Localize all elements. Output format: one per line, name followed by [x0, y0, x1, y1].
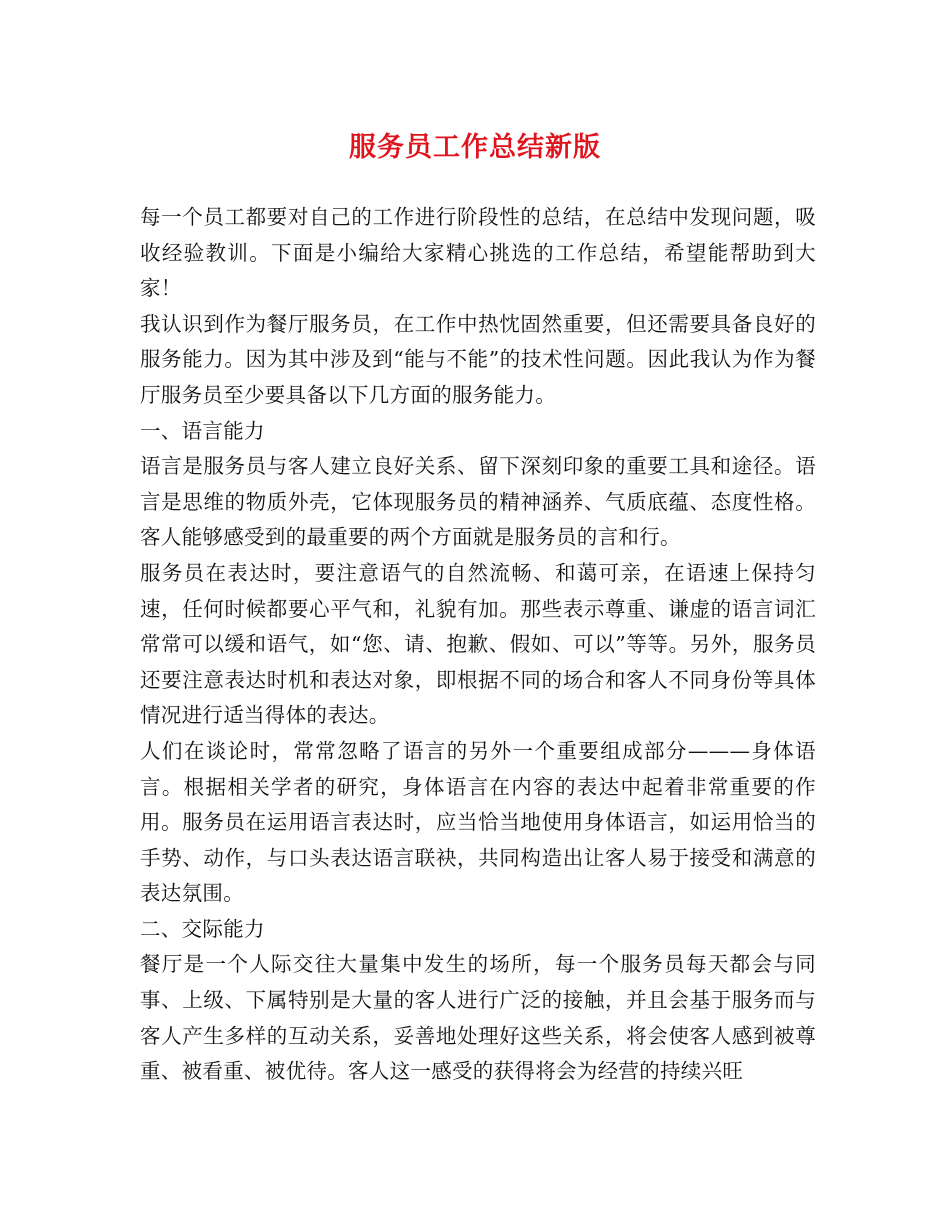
- section-heading-language: 一、语言能力: [140, 418, 265, 443]
- paragraph-language-tone: 服务员在表达时，要注意语气的自然流畅、和蔼可亲，在语速上保持匀速，任何时候都要心平气和，礼貌有加。那些表示尊重、谦虚的语言词汇常常可以缓和语气，如“您、请、抱歉、假如、可以”等等。另外，服务员还要注意表达时机和表达对象，即根据不同的场合和客人不同身份等具体情况进行适当得体的表达。: [140, 560, 816, 728]
- section-heading-communication: 二、交际能力: [140, 916, 265, 941]
- document-title: 服务员工作总结新版: [349, 132, 601, 163]
- paragraph-language-importance: 语言是服务员与客人建立良好关系、留下深刻印象的重要工具和途径。语言是思维的物质外壳，它体现服务员的精神涵养、气质底蕴、态度性格。客人能够感受到的最重要的两个方面就是服务员的言和行。: [140, 454, 816, 550]
- document-body: [140, 200, 816, 1090]
- paragraph-communication: 餐厅是一个人际交往大量集中发生的场所，每一个服务员每天都会与同事、上级、下属特别是大量的客人进行广泛的接触，并且会基于服务而与客人产生多样的互动关系，妥善地处理好这些关系，将会使客人感到被尊重、被看重、被优待。客人这一感受的获得将会为经营的持续兴旺: [140, 952, 816, 1084]
- paragraph-intro: 每一个员工都要对自己的工作进行阶段性的总结，在总结中发现问题，吸收经验教训。下面是小编给大家精心挑选的工作总结，希望能帮助到大家！: [140, 205, 816, 301]
- paragraph-body-language: 人们在谈论时，常常忽略了语言的另外一个重要组成部分———身体语言。根据相关学者的研究，身体语言在内容的表达中起着非常重要的作用。服务员在运用语言表达时，应当恰当地使用身体语言，如运用恰当的手势、动作，与口头表达语言联袂，共同构造出让客人易于接受和满意的表达氛围。: [140, 738, 816, 906]
- paragraph-service-ability: 我认识到作为餐厅服务员，在工作中热忱固然重要，但还需要具备良好的服务能力。因为其中涉及到“能与不能”的技术性问题。因此我认为作为餐厅服务员至少要具备以下几方面的服务能力。: [140, 311, 816, 407]
